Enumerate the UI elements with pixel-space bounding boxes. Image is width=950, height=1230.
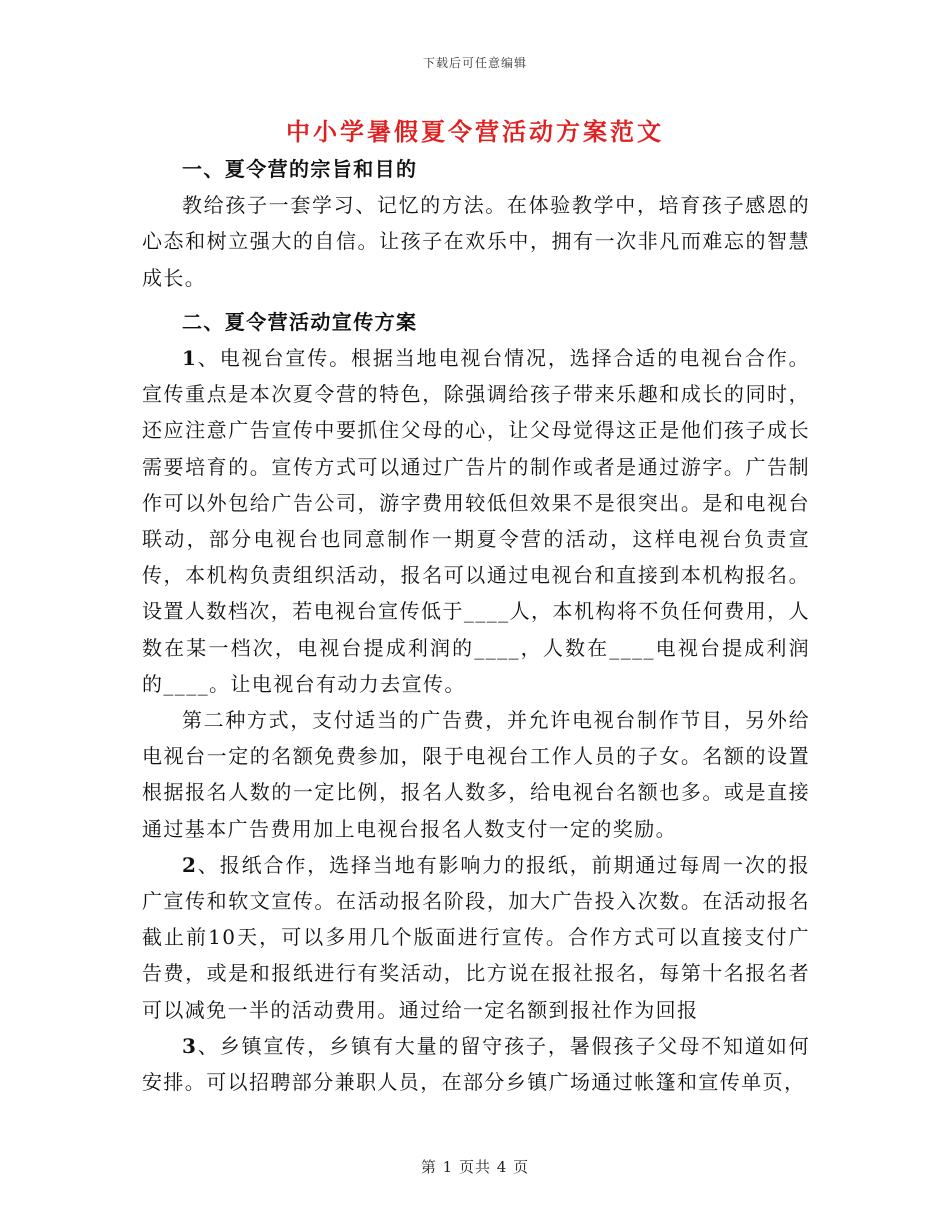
section-2-heading: 二、夏令营活动宣传方案 bbox=[182, 309, 418, 334]
item-3-number: 3 bbox=[182, 1033, 198, 1058]
section-1-heading: 一、夏令营的宗旨和目的 bbox=[182, 157, 418, 181]
document-body bbox=[142, 151, 810, 1100]
item-1-number: 1 bbox=[182, 346, 198, 371]
page-footer: 第 1 页共 4 页 bbox=[420, 1158, 530, 1176]
section-2-item-1 bbox=[142, 340, 810, 702]
item-1-text: 、电视台宣传。根据当地电视台情况，选择合适的电视台合作。宣传重点是本次夏令营的特色，除强调给孩子带来乐趣和成长的同时，还应注意广告宣传中要抓住父母的心，让父母觉得这正是他们孩子成长需要培育的。宣传方式可以通过广告片的制作或者是通过游字。广告制作可以外包给广告公司，游字费用较低但效果不是很突出。是和电视台联动，部分电视台也同意制作一期夏令营的活动，这样电视台负责宣传，本机构负责组织活动，报名可以通过电视台和直接到本机构报名。设置人数档次，若电视台宣传低于____人，本机构将不负任何费用，人数在某一档次，电视台提成利润的____，人数在____电视台提成利润的____。让电视台有动力去宣传。 bbox=[142, 346, 810, 696]
item-3-text: 、乡镇宣传，乡镇有大量的留守孩子，暑假孩子父母不知道如何安排。可以招聘部分兼职人员，在部分乡镇广场通过帐篷和宣传单页， bbox=[142, 1033, 810, 1095]
section-2-item-2 bbox=[142, 847, 810, 1028]
section-2-item-3 bbox=[142, 1028, 810, 1100]
document-title: 中小学暑假夏令营活动方案范文 bbox=[286, 117, 664, 146]
section-2-item-1-extra: 第二种方式，支付适当的广告费，并允许电视台制作节目，另外给电视台一定的名额免费参加，限于电视台工作人员的子女。名额的设置根据报名人数的一定比例，报名人数多，给电视台名额也多。或是直接通过基本广告费用加上电视台报名人数支付一定的奖励。 bbox=[142, 708, 810, 841]
header-note: 下载后可任意编辑 bbox=[422, 56, 527, 70]
item-2-number: 2 bbox=[182, 852, 198, 877]
item-2-text: 、报纸合作，选择当地有影响力的报纸，前期通过每周一次的报广宣传和软文宣传。在活动报名阶段，加大广告投入次数。在活动报名截止前10天，可以多用几个版面进行宣传。合作方式可以直接支付广告费，或是和报纸进行有奖活动，比方说在报社报名，每第十名报名者可以减免一半的活动费用。通过给一定名额到报社作为回报 bbox=[142, 852, 810, 1022]
section-1-paragraph: 教给孩子一套学习、记忆的方法。在体验教学中，培育孩子感恩的心态和树立强大的自信。让孩子在欢乐中，拥有一次非凡而难忘的智慧成长。 bbox=[142, 193, 810, 290]
